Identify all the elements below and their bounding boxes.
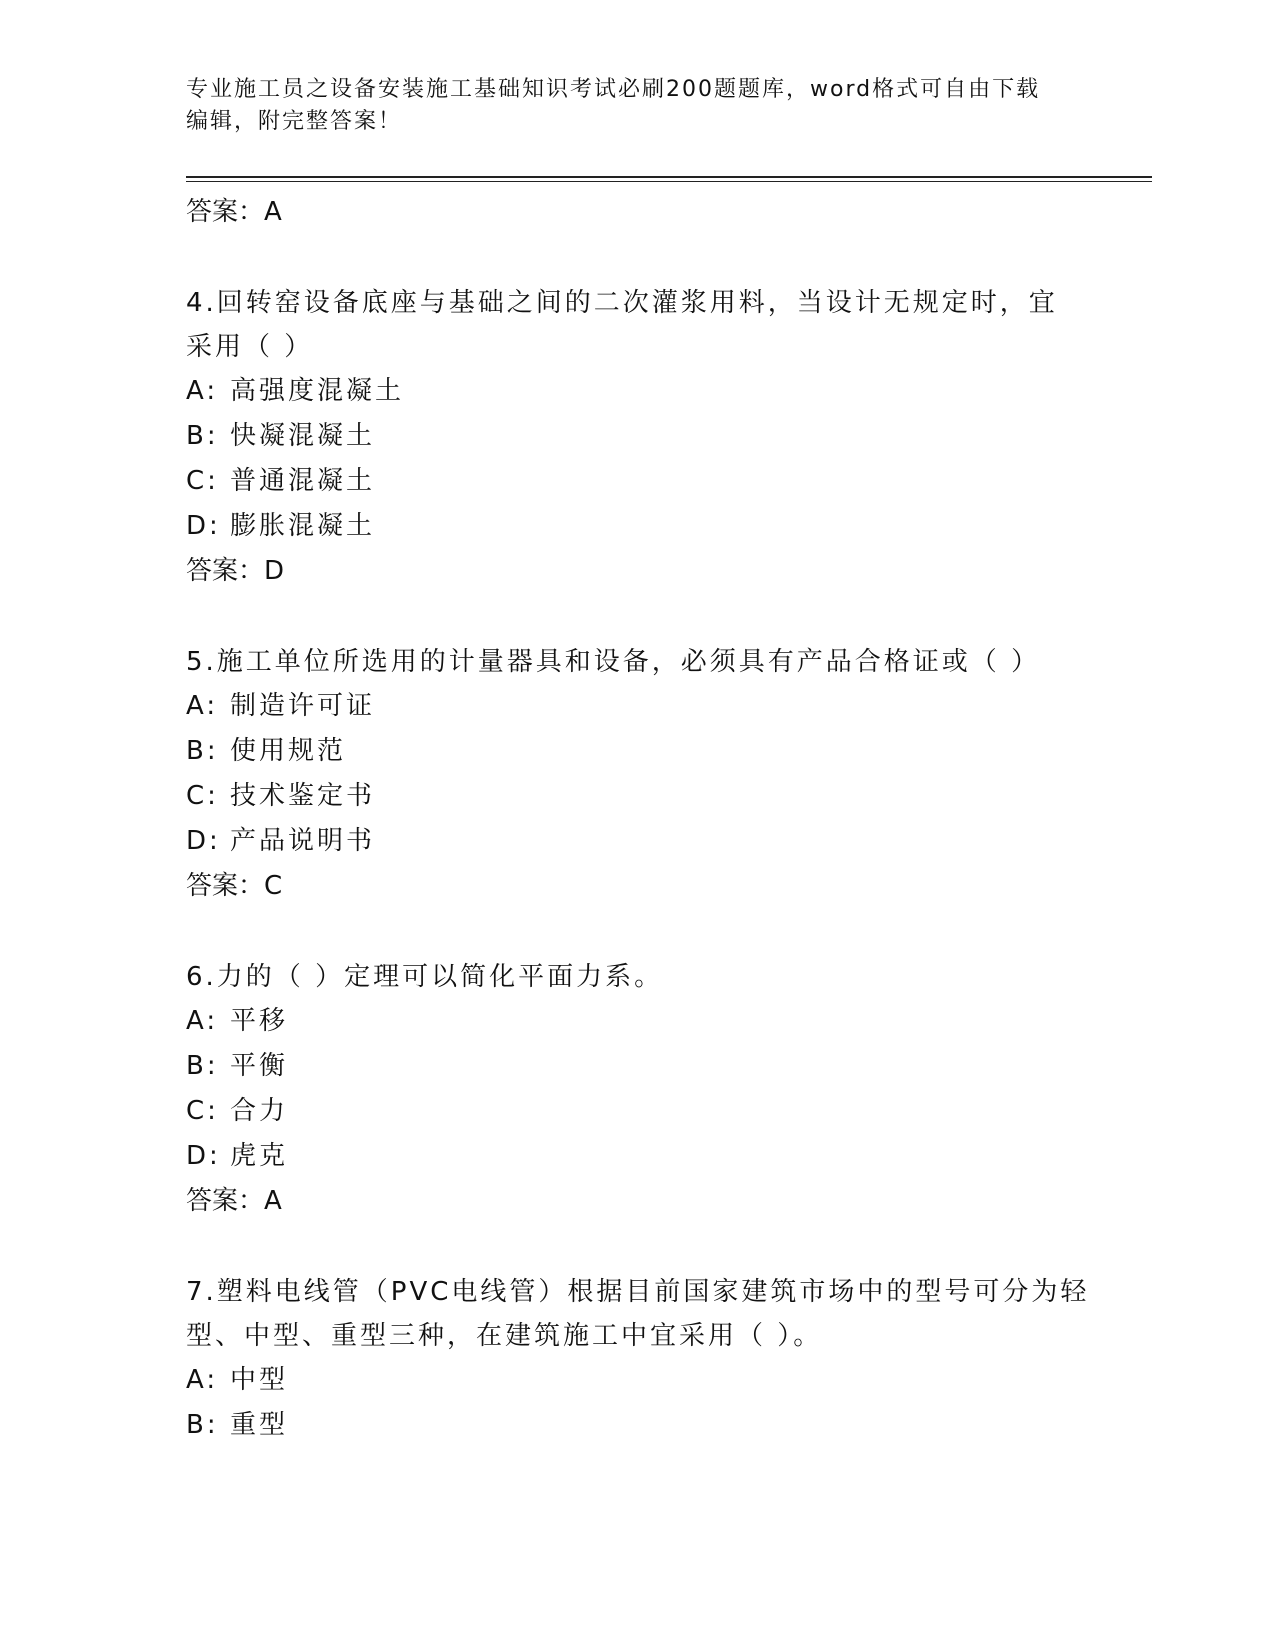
option-letter: C: — [186, 1096, 219, 1126]
option-item — [186, 1403, 1152, 1448]
option-item — [186, 774, 1152, 819]
question-item — [186, 281, 1152, 593]
option-text: 膨胀混凝土 — [230, 511, 376, 541]
option-item — [186, 1358, 1152, 1403]
option-letter: A: — [186, 1365, 219, 1395]
option-text: 虎克 — [230, 1141, 289, 1171]
option-letter: D: — [186, 1141, 221, 1171]
option-text: 快凝混凝土 — [230, 421, 376, 451]
option-letter: B: — [186, 1410, 219, 1440]
option-item — [186, 819, 1152, 864]
option-item — [186, 1044, 1152, 1089]
option-text: 重型 — [230, 1410, 289, 1440]
option-text: 平移 — [230, 1006, 289, 1036]
header-divider-thick — [186, 176, 1152, 178]
option-text: 平衡 — [230, 1051, 289, 1081]
header-divider-thin — [186, 181, 1152, 182]
option-letter: A: — [186, 376, 219, 406]
option-letter: B: — [186, 1051, 219, 1081]
question-text-line: 型、中型、重型三种，在建筑施工中宜采用（ ）。 — [186, 1321, 823, 1351]
answer-line: 答案：A — [186, 197, 282, 227]
option-text: 高强度混凝土 — [230, 376, 405, 406]
question-item — [186, 640, 1152, 908]
option-item — [186, 459, 1152, 504]
option-text: 技术鉴定书 — [230, 781, 376, 811]
option-item — [186, 684, 1152, 729]
option-item — [186, 504, 1152, 549]
option-letter: B: — [186, 421, 219, 451]
option-letter: C: — [186, 781, 219, 811]
header-title-line1: 专业施工员之设备安装施工基础知识考试必刷200题题库，word格式可自由下载 — [186, 77, 1041, 102]
option-letter: D: — [186, 826, 221, 856]
question-text-line: 7.塑料电线管（PVC电线管）根据目前国家建筑市场中的型号可分为轻 — [186, 1277, 1090, 1307]
option-letter: A: — [186, 691, 219, 721]
question-item — [186, 1270, 1152, 1448]
header-title-line2: 编辑，附完整答案！ — [186, 109, 403, 134]
option-text: 使用规范 — [230, 736, 347, 766]
question-text — [186, 640, 1152, 684]
question-item — [186, 955, 1152, 1223]
option-item — [186, 999, 1152, 1044]
option-letter: A: — [186, 1006, 219, 1036]
option-item — [186, 1134, 1152, 1179]
option-item — [186, 414, 1152, 459]
question-text-line: 6.力的（ ）定理可以简化平面力系。 — [186, 962, 664, 992]
option-item — [186, 729, 1152, 774]
option-item — [186, 369, 1152, 414]
question-list — [186, 190, 1152, 1448]
question-text — [186, 281, 1152, 369]
option-letter: D: — [186, 511, 221, 541]
option-text: 制造许可证 — [230, 691, 376, 721]
document-header — [186, 74, 1086, 138]
option-item — [186, 1089, 1152, 1134]
question-text — [186, 1270, 1152, 1358]
option-letter: B: — [186, 736, 219, 766]
question-text — [186, 955, 1152, 999]
option-text: 合力 — [230, 1096, 289, 1126]
question-text-line: 5.施工单位所选用的计量器具和设备，必须具有产品合格证或（ ） — [186, 647, 1041, 677]
answer-line: 答案：C — [186, 871, 283, 901]
question-text-line: 采用（ ） — [186, 332, 314, 362]
option-letter: C: — [186, 466, 219, 496]
option-text: 普通混凝土 — [230, 466, 376, 496]
answer-line: 答案：D — [186, 556, 285, 586]
option-text: 产品说明书 — [230, 826, 376, 856]
answer-line: 答案：A — [186, 1186, 282, 1216]
option-text: 中型 — [230, 1365, 289, 1395]
question-text-line: 4.回转窑设备底座与基础之间的二次灌浆用料，当设计无规定时，宜 — [186, 288, 1058, 318]
